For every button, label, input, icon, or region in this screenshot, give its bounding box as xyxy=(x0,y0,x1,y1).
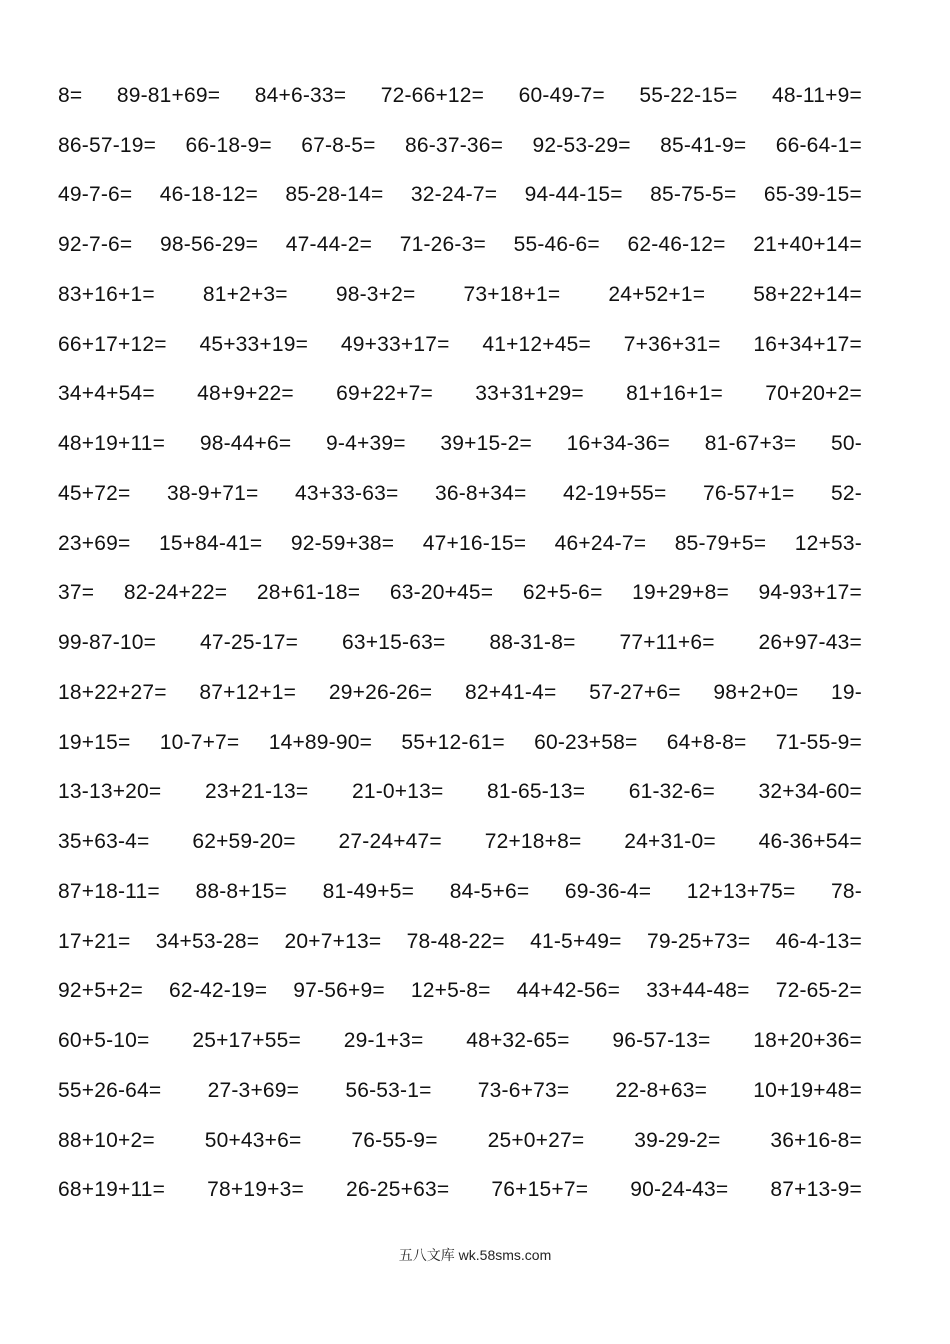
problem-row xyxy=(58,71,862,121)
math-problem: 21+40+14= xyxy=(753,233,862,257)
math-problem: 32+34-60= xyxy=(758,780,862,804)
math-problem: 76-57+1= xyxy=(702,481,795,505)
math-problem: 64+8-8= xyxy=(666,730,747,754)
math-problem: 88+10+2= xyxy=(58,1128,155,1152)
math-problem: 85-79+5= xyxy=(674,531,767,555)
math-problem: 90-24-43= xyxy=(630,1178,729,1202)
problem-row xyxy=(58,1016,862,1066)
math-problem: 10-7+7= xyxy=(159,730,240,754)
math-problem: 77+11+6= xyxy=(619,631,715,655)
math-problem: 92-59+38= xyxy=(290,531,395,555)
math-problem: 83+16+1= xyxy=(58,282,155,306)
math-problem: 55+12-61= xyxy=(401,730,505,754)
math-problem: 45+33+19= xyxy=(199,332,309,356)
math-problem: 44+42-56= xyxy=(516,979,621,1003)
math-problem: 71-26-3= xyxy=(399,233,486,257)
math-problem: 72-66+12= xyxy=(380,83,485,107)
math-problem: 84+6-33= xyxy=(254,83,347,107)
problem-row xyxy=(58,817,862,867)
math-problem: 25+0+27= xyxy=(487,1128,585,1152)
math-problem: 62+59-20= xyxy=(192,830,296,854)
math-problem: 88-31-8= xyxy=(489,631,576,655)
problem-row xyxy=(58,668,862,718)
math-problem: 52- xyxy=(831,481,862,505)
math-problem: 87+18-11= xyxy=(58,879,160,903)
math-problem: 20+7+13= xyxy=(284,929,382,953)
math-problem: 17+21= xyxy=(58,929,131,953)
math-problem: 85-28-14= xyxy=(285,183,384,207)
math-problem: 49+33+17= xyxy=(340,332,450,356)
math-problem: 48+32-65= xyxy=(466,1029,570,1053)
math-problem: 55+26-64= xyxy=(58,1078,162,1102)
math-problem: 26-25+63= xyxy=(345,1178,450,1202)
math-problem: 85-75-5= xyxy=(650,183,737,207)
math-problem: 86-57-19= xyxy=(58,133,157,157)
math-problem: 56-53-1= xyxy=(345,1078,432,1102)
math-problem: 99-87-10= xyxy=(58,631,157,655)
problem-row xyxy=(58,768,862,818)
math-problem: 81-49+5= xyxy=(322,879,415,903)
math-problem: 63-20+45= xyxy=(389,581,494,605)
problem-row xyxy=(58,121,862,171)
problem-row xyxy=(58,419,862,469)
math-problem: 62-46-12= xyxy=(627,233,726,257)
math-problem: 12+13+75= xyxy=(686,879,796,903)
math-problem: 27-3+69= xyxy=(207,1078,300,1102)
problem-row xyxy=(58,469,862,519)
math-problem: 78- xyxy=(831,879,862,903)
math-problem: 57-27+6= xyxy=(589,680,681,704)
problem-row xyxy=(58,1166,862,1216)
problem-row xyxy=(58,270,862,320)
math-problem: 66-18-9= xyxy=(185,133,272,157)
math-problem: 50+43+6= xyxy=(204,1128,302,1152)
math-problem: 76+15+7= xyxy=(491,1178,589,1202)
problem-row xyxy=(58,1116,862,1166)
math-problem: 96-57-13= xyxy=(612,1029,711,1053)
problem-row xyxy=(58,1066,862,1116)
math-problem: 88-8+15= xyxy=(195,879,287,903)
math-problem: 50- xyxy=(830,432,862,456)
math-problem: 28+61-18= xyxy=(256,581,361,605)
problem-row xyxy=(58,917,862,967)
math-problem: 29+26-26= xyxy=(328,680,433,704)
math-problem: 55-22-15= xyxy=(639,83,738,107)
math-problem: 81+16+1= xyxy=(626,382,723,406)
math-problem: 8= xyxy=(58,83,83,107)
math-problem: 12+53- xyxy=(794,531,862,555)
math-problem: 92-7-6= xyxy=(58,233,133,257)
math-problem: 47-44-2= xyxy=(285,233,373,257)
math-problem: 21-0+13= xyxy=(351,780,444,804)
worksheet xyxy=(58,71,862,1215)
math-problem: 62+5-6= xyxy=(522,581,603,605)
math-problem: 29-1+3= xyxy=(343,1029,424,1053)
math-problem: 66+17+12= xyxy=(58,332,167,356)
math-problem: 72+18+8= xyxy=(484,830,582,854)
math-problem: 35+63-4= xyxy=(58,830,150,854)
math-problem: 15+84-41= xyxy=(158,531,263,555)
math-problem: 68+19+11= xyxy=(58,1178,166,1202)
math-problem: 22-8+63= xyxy=(615,1078,708,1102)
math-problem: 98-3+2= xyxy=(335,282,416,306)
problem-row xyxy=(58,370,862,420)
math-problem: 36+16-8= xyxy=(770,1128,862,1152)
math-problem: 60+5-10= xyxy=(58,1029,150,1053)
math-problem: 43+33-63= xyxy=(295,481,399,505)
math-problem: 63+15-63= xyxy=(342,631,446,655)
math-problem: 18+22+27= xyxy=(58,680,167,704)
math-problem: 98+2+0= xyxy=(713,680,799,704)
math-problem: 87+12+1= xyxy=(199,680,297,704)
math-problem: 41-5+49= xyxy=(530,929,622,953)
math-problem: 18+20+36= xyxy=(753,1029,862,1053)
math-problem: 81+2+3= xyxy=(202,282,288,306)
math-problem: 60-49-7= xyxy=(518,83,605,107)
math-problem: 78-48-22= xyxy=(406,929,505,953)
math-problem: 46-4-13= xyxy=(775,929,862,953)
math-problem: 89-81+69= xyxy=(116,83,221,107)
math-problem: 46-36+54= xyxy=(758,830,862,854)
math-problem: 48+9+22= xyxy=(197,382,294,406)
math-problem: 27-24+47= xyxy=(338,830,442,854)
math-problem: 94-93+17= xyxy=(758,581,862,605)
math-problem: 92-53-29= xyxy=(532,133,631,157)
math-problem: 62-42-19= xyxy=(169,979,268,1003)
math-problem: 82-24+22= xyxy=(123,581,228,605)
math-problem: 66-64-1= xyxy=(775,133,862,157)
math-problem: 24+52+1= xyxy=(608,282,706,306)
math-problem: 73-6+73= xyxy=(477,1078,570,1102)
problem-row xyxy=(58,171,862,221)
math-problem: 33+31+29= xyxy=(475,382,584,406)
math-problem: 58+22+14= xyxy=(753,282,862,306)
math-problem: 86-37-36= xyxy=(404,133,504,157)
math-problem: 84-5+6= xyxy=(449,879,530,903)
math-problem: 48-11+9= xyxy=(771,83,862,107)
math-problem: 70+20+2= xyxy=(765,382,862,406)
math-problem: 32-24-7= xyxy=(410,183,498,207)
math-problem: 41+12+45= xyxy=(482,332,591,356)
math-problem: 46-18-12= xyxy=(159,183,258,207)
math-problem: 16+34-36= xyxy=(566,432,671,456)
math-problem: 7+36+31= xyxy=(623,332,721,356)
problem-row xyxy=(58,967,862,1017)
math-problem: 12+5-8= xyxy=(410,979,491,1003)
problem-row xyxy=(58,867,862,917)
problem-row xyxy=(58,519,862,569)
math-problem: 67-8-5= xyxy=(301,133,376,157)
math-problem: 16+34+17= xyxy=(753,332,862,356)
math-problem: 81-65-13= xyxy=(487,780,586,804)
math-problem: 94-44-15= xyxy=(524,183,623,207)
math-problem: 33+44-48= xyxy=(646,979,750,1003)
problem-row xyxy=(58,718,862,768)
math-problem: 34+4+54= xyxy=(58,382,155,406)
math-problem: 79-25+73= xyxy=(646,929,751,953)
math-problem: 98-44+6= xyxy=(199,432,292,456)
math-problem: 81-67+3= xyxy=(704,432,797,456)
math-problem: 97-56+9= xyxy=(293,979,385,1003)
math-problem: 65-39-15= xyxy=(763,183,862,207)
math-problem: 34+53-28= xyxy=(155,929,260,953)
problem-row xyxy=(58,320,862,370)
math-problem: 98-56-29= xyxy=(160,233,259,257)
math-problem: 13-13+20= xyxy=(58,780,162,804)
math-problem: 25+17+55= xyxy=(192,1029,301,1053)
math-problem: 39-29-2= xyxy=(634,1128,721,1152)
math-problem: 9-4+39= xyxy=(326,432,406,456)
problem-row xyxy=(58,618,862,668)
footer-watermark: 五八文库 wk.58sms.com xyxy=(398,1247,552,1263)
math-problem: 19+29+8= xyxy=(632,581,729,605)
math-problem: 82+41-4= xyxy=(464,680,557,704)
math-problem: 71-55-9= xyxy=(775,730,862,754)
math-problem: 69-36-4= xyxy=(564,879,652,903)
math-problem: 39+15-2= xyxy=(440,432,532,456)
math-problem: 61-32-6= xyxy=(628,780,715,804)
math-problem: 45+72= xyxy=(58,481,131,505)
math-problem: 37= xyxy=(58,581,95,605)
math-problem: 23+21-13= xyxy=(204,780,309,804)
math-problem: 48+19+11= xyxy=(58,432,166,456)
math-problem: 10+19+48= xyxy=(753,1078,862,1102)
math-problem: 14+89-90= xyxy=(268,730,373,754)
math-problem: 19- xyxy=(830,680,862,704)
math-problem: 38-9+71= xyxy=(166,481,259,505)
math-problem: 47+16-15= xyxy=(422,531,527,555)
math-problem: 73+18+1= xyxy=(463,282,561,306)
problem-row xyxy=(58,569,862,619)
math-problem: 69+22+7= xyxy=(336,382,433,406)
math-problem: 87+13-9= xyxy=(770,1178,862,1202)
problem-row xyxy=(58,220,862,270)
math-problem: 92+5+2= xyxy=(58,979,143,1003)
math-problem: 72-65-2= xyxy=(775,979,862,1003)
math-problem: 49-7-6= xyxy=(58,183,133,207)
math-problem: 60-23+58= xyxy=(534,730,638,754)
math-problem: 76-55-9= xyxy=(351,1128,438,1152)
math-problem: 78+19+3= xyxy=(207,1178,304,1202)
math-problem: 36-8+34= xyxy=(434,481,527,505)
math-problem: 46+24-7= xyxy=(554,531,647,555)
math-problem: 24+31-0= xyxy=(624,830,716,854)
math-problem: 42-19+55= xyxy=(563,481,667,505)
math-problem: 23+69= xyxy=(58,531,131,555)
math-problem: 85-41-9= xyxy=(660,133,747,157)
math-problem: 55-46-6= xyxy=(513,233,600,257)
math-problem: 19+15= xyxy=(58,730,131,754)
math-problem: 26+97-43= xyxy=(758,631,862,655)
math-problem: 47-25-17= xyxy=(200,631,299,655)
